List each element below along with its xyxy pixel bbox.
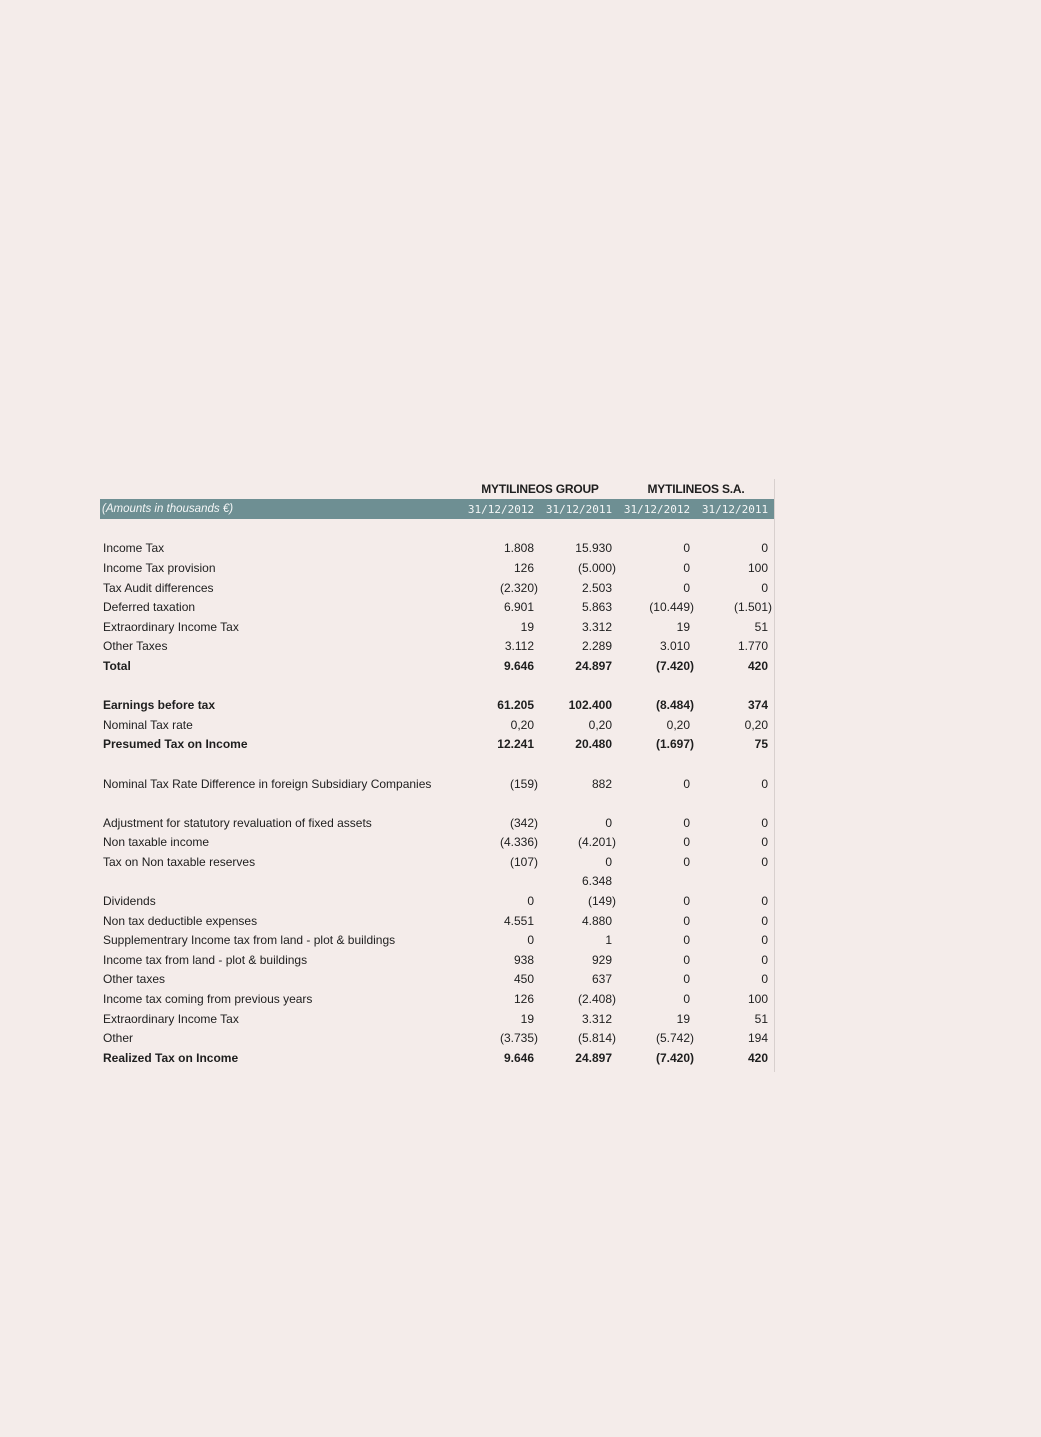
- table-row: [100, 970, 774, 990]
- cell-value: 0: [761, 854, 768, 869]
- cell-value: 0: [683, 835, 690, 850]
- row-label: Non tax deductible expenses: [103, 913, 258, 928]
- table-row: [100, 852, 774, 872]
- cell-value: 100: [747, 992, 768, 1007]
- table-row: [100, 1009, 774, 1029]
- cell-value: 0: [683, 913, 690, 928]
- cell-value: 882: [591, 776, 612, 791]
- table-row: [100, 735, 774, 755]
- cell-value: 374: [747, 698, 768, 713]
- cell-value: (107): [509, 854, 538, 869]
- cell-value: 9.646: [503, 1050, 534, 1065]
- cell-value: 51: [754, 619, 768, 634]
- blank-row: [100, 676, 774, 696]
- cell-value: (7.420): [655, 658, 694, 673]
- cell-value: 15.930: [575, 541, 612, 556]
- cell-value: 12.241: [497, 737, 534, 752]
- row-label: Income tax coming from previous years: [103, 992, 313, 1007]
- table-row: [100, 617, 774, 637]
- cell-value: 3.010: [659, 639, 690, 654]
- cell-value: 0: [683, 972, 690, 987]
- row-label: Supplementrary Income tax from land - plot & buildings: [103, 933, 396, 948]
- cell-value: 19: [520, 1011, 534, 1026]
- row-label: Presumed Tax on Income: [103, 737, 248, 752]
- group-header-row: [100, 479, 774, 499]
- table-row: [100, 539, 774, 559]
- cell-value: 6.348: [581, 874, 612, 889]
- cell-value: 3.312: [581, 619, 612, 634]
- cell-value: 0: [605, 854, 612, 869]
- cell-value: 0: [683, 815, 690, 830]
- cell-value: (2.408): [577, 992, 616, 1007]
- column-header: 31/12/2011: [545, 502, 613, 516]
- tax-table: [100, 479, 775, 1072]
- cell-value: 0: [761, 894, 768, 909]
- cell-value: 0: [527, 933, 534, 948]
- row-label: Other taxes: [103, 972, 166, 987]
- cell-value: 1: [605, 933, 612, 948]
- table-row: [100, 950, 774, 970]
- cell-value: 0,20: [510, 717, 534, 732]
- table-row: [100, 695, 774, 715]
- cell-value: 0,20: [744, 717, 768, 732]
- cell-value: 3.312: [581, 1011, 612, 1026]
- cell-value: (5.742): [655, 1031, 694, 1046]
- cell-value: (159): [509, 776, 538, 791]
- cell-value: (7.420): [655, 1050, 694, 1065]
- cell-value: 0: [761, 776, 768, 791]
- table-row: [100, 872, 774, 892]
- group-title: MYTILINEOS GROUP: [481, 482, 599, 496]
- table-row: [100, 989, 774, 1009]
- cell-value: 0: [761, 913, 768, 928]
- table-row: [100, 833, 774, 853]
- table-row: [100, 774, 774, 794]
- cell-value: (2.320): [499, 580, 538, 595]
- cell-value: 0: [761, 933, 768, 948]
- cell-value: 1.770: [737, 639, 768, 654]
- row-label: Nominal Tax Rate Difference in foreign Subsidiary Companies: [103, 776, 432, 791]
- table-row: [100, 930, 774, 950]
- cell-value: (5.000): [577, 560, 616, 575]
- cell-value: 450: [513, 972, 534, 987]
- company-title: MYTILINEOS S.A.: [647, 482, 745, 496]
- cell-value: (4.336): [499, 835, 538, 850]
- cell-value: 0: [761, 815, 768, 830]
- blank-row: [100, 754, 774, 774]
- column-header: 31/12/2011: [701, 502, 769, 516]
- cell-value: 194: [747, 1031, 768, 1046]
- blank-row: [100, 793, 774, 813]
- cell-value: 2.289: [581, 639, 612, 654]
- cell-value: 126: [513, 992, 534, 1007]
- cell-value: 24.897: [575, 658, 612, 673]
- row-label: Total: [103, 658, 131, 673]
- column-header: 31/12/2012: [467, 502, 535, 516]
- amounts-label: (Amounts in thousands €): [102, 503, 234, 515]
- cell-value: 19: [520, 619, 534, 634]
- row-label: Adjustment for statutory revaluation of fixed assets: [103, 815, 372, 830]
- cell-value: 0: [761, 541, 768, 556]
- cell-value: (10.449): [649, 600, 694, 615]
- row-label: Income tax from land - plot & buildings: [103, 952, 308, 967]
- row-label: Non taxable income: [103, 835, 210, 850]
- cell-value: 929: [591, 952, 612, 967]
- cell-value: 637: [591, 972, 612, 987]
- cell-value: 24.897: [575, 1050, 612, 1065]
- row-label: Dividends: [103, 894, 156, 909]
- table-row: [100, 1048, 774, 1068]
- cell-value: (3.735): [499, 1031, 538, 1046]
- cell-value: 19: [676, 619, 690, 634]
- cell-value: 61.205: [497, 698, 534, 713]
- cell-value: 0: [683, 894, 690, 909]
- cell-value: (1.501): [733, 600, 772, 615]
- cell-value: 0: [683, 776, 690, 791]
- table-body: [100, 519, 774, 1068]
- table-row: [100, 558, 774, 578]
- cell-value: 9.646: [503, 658, 534, 673]
- row-label: Income Tax provision: [103, 560, 216, 575]
- cell-value: 0: [683, 952, 690, 967]
- cell-value: 0: [761, 972, 768, 987]
- column-header-row: [100, 499, 774, 519]
- cell-value: 51: [754, 1011, 768, 1026]
- cell-value: (8.484): [655, 698, 694, 713]
- row-label: Income Tax: [103, 541, 165, 556]
- row-label: Realized Tax on Income: [103, 1050, 239, 1065]
- table-row: [100, 597, 774, 617]
- cell-value: 0: [527, 894, 534, 909]
- cell-value: 938: [513, 952, 534, 967]
- cell-value: 2.503: [581, 580, 612, 595]
- table-row: [100, 715, 774, 735]
- row-label: Other Taxes: [103, 639, 168, 654]
- cell-value: 0: [683, 933, 690, 948]
- table-row: [100, 656, 774, 676]
- cell-value: 75: [754, 737, 768, 752]
- row-label: Tax Audit differences: [103, 580, 214, 595]
- blank-row: [100, 519, 774, 539]
- cell-value: (342): [509, 815, 538, 830]
- cell-value: 0,20: [588, 717, 612, 732]
- cell-value: 0: [683, 992, 690, 1007]
- cell-value: 102.400: [568, 698, 612, 713]
- cell-value: 0: [683, 580, 690, 595]
- cell-value: 0,20: [666, 717, 690, 732]
- row-label: Nominal Tax rate: [103, 717, 193, 732]
- cell-value: 420: [747, 1050, 768, 1065]
- cell-value: 0: [761, 580, 768, 595]
- table-row: [100, 813, 774, 833]
- cell-value: 0: [605, 815, 612, 830]
- cell-value: 0: [761, 952, 768, 967]
- table-row: [100, 911, 774, 931]
- cell-value: (4.201): [577, 835, 616, 850]
- cell-value: 1.808: [503, 541, 534, 556]
- cell-value: (5.814): [577, 1031, 616, 1046]
- cell-value: 19: [676, 1011, 690, 1026]
- row-label: Other: [103, 1031, 134, 1046]
- cell-value: 20.480: [575, 737, 612, 752]
- cell-value: 100: [747, 560, 768, 575]
- cell-value: 126: [513, 560, 534, 575]
- row-label: Earnings before tax: [103, 698, 216, 713]
- cell-value: 0: [683, 560, 690, 575]
- row-label: Deferred taxation: [103, 600, 196, 615]
- table-row: [100, 1028, 774, 1048]
- row-label: Extraordinary Income Tax: [103, 619, 239, 634]
- cell-value: (149): [587, 894, 616, 909]
- cell-value: 5.863: [581, 600, 612, 615]
- table-row: [100, 891, 774, 911]
- cell-value: 420: [747, 658, 768, 673]
- cell-value: 0: [683, 541, 690, 556]
- cell-value: 6.901: [503, 600, 534, 615]
- cell-value: 4.551: [503, 913, 534, 928]
- cell-value: 3.112: [504, 639, 534, 654]
- cell-value: 0: [683, 854, 690, 869]
- cell-value: (1.697): [655, 737, 694, 752]
- column-header: 31/12/2012: [623, 502, 691, 516]
- cell-value: 4.880: [581, 913, 612, 928]
- table-row: [100, 578, 774, 598]
- row-label: Extraordinary Income Tax: [103, 1011, 239, 1026]
- table-row: [100, 637, 774, 657]
- cell-value: 0: [761, 835, 768, 850]
- row-label: Tax on Non taxable reserves: [103, 854, 256, 869]
